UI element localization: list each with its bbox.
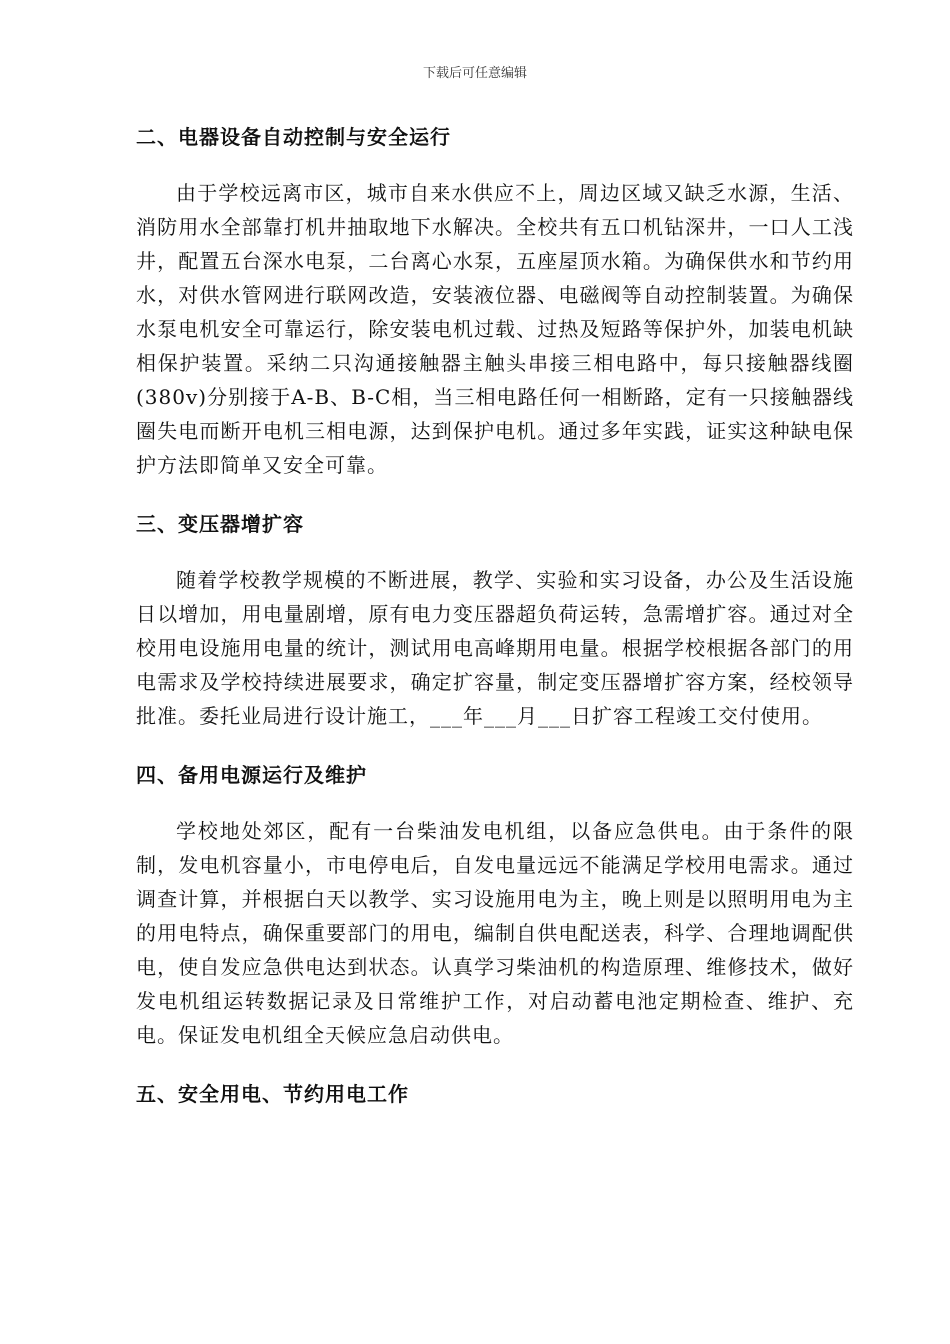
section-heading-3: 三、变压器增扩容: [136, 512, 304, 536]
section-paragraph-3: 随着学校教学规模的不断进展，教学、实验和实习设备，办公及生活设施日以增加，用电量剧增，原有电力变压器超负荷运转，急需增扩容。通过对全校用电设施用电量的统计，测试用电高峰期用电量。根据学校根据各部门的用电需求及学校持续进展要求，确定扩容量，制定变压器增扩容方案，经校领导批准。委托业局进行设计施工，___年___月___日扩容工程竣工交付使用。: [136, 568, 854, 728]
section-heading-5: 五、安全用电、节约用电工作: [136, 1082, 409, 1106]
document-body: [136, 120, 854, 1111]
section-paragraph-4: 学校地处郊区，配有一台柴油发电机组，以备应急供电。由于条件的限制，发电机容量小，市电停电后，自发电量远远不能满足学校用电需求。通过调查计算，并根据白天以教学、实习设施用电为主，晚上则是以照明用电为主的用电特点，确保重要部门的用电，编制自供电配送表，科学、合理地调配供电，使自发应急供电达到状态。认真学习柴油机的构造原理、维修技术，做好发电机组运转数据记录及日常维护工作，对启动蓄电池定期检查、维护、充电。保证发电机组全天候应急启动供电。: [136, 819, 854, 1047]
section-heading-4: 四、备用电源运行及维护: [136, 763, 367, 787]
section-heading-2: 二、电器设备自动控制与安全运行: [136, 125, 451, 149]
page-header: 下载后可任意编辑: [422, 66, 527, 81]
section-paragraph-2: 由于学校远离市区，城市自来水供应不上，周边区域又缺乏水源，生活、消防用水全部靠打机井抽取地下水解决。全校共有五口机钻深井，一口人工浅井，配置五台深水电泵，二台离心水泵，五座屋顶水箱。为确保供水和节约用水，对供水管网进行联网改造，安装液位器、电磁阀等自动控制装置。为确保水泵电机安全可靠运行，除安装电机过载、过热及短路等保护外，加装电机缺相保护装置。采纳二只沟通接触器主触头串接三相电路中，每只接触器线圈(380v)分别接于A-B、B-C相，当三相电路任何一相断路，定有一只接触器线圈失电而断开电机三相电源，达到保护电机。通过多年实践，证实这种缺电保护方法即简单又安全可靠。: [136, 181, 854, 477]
